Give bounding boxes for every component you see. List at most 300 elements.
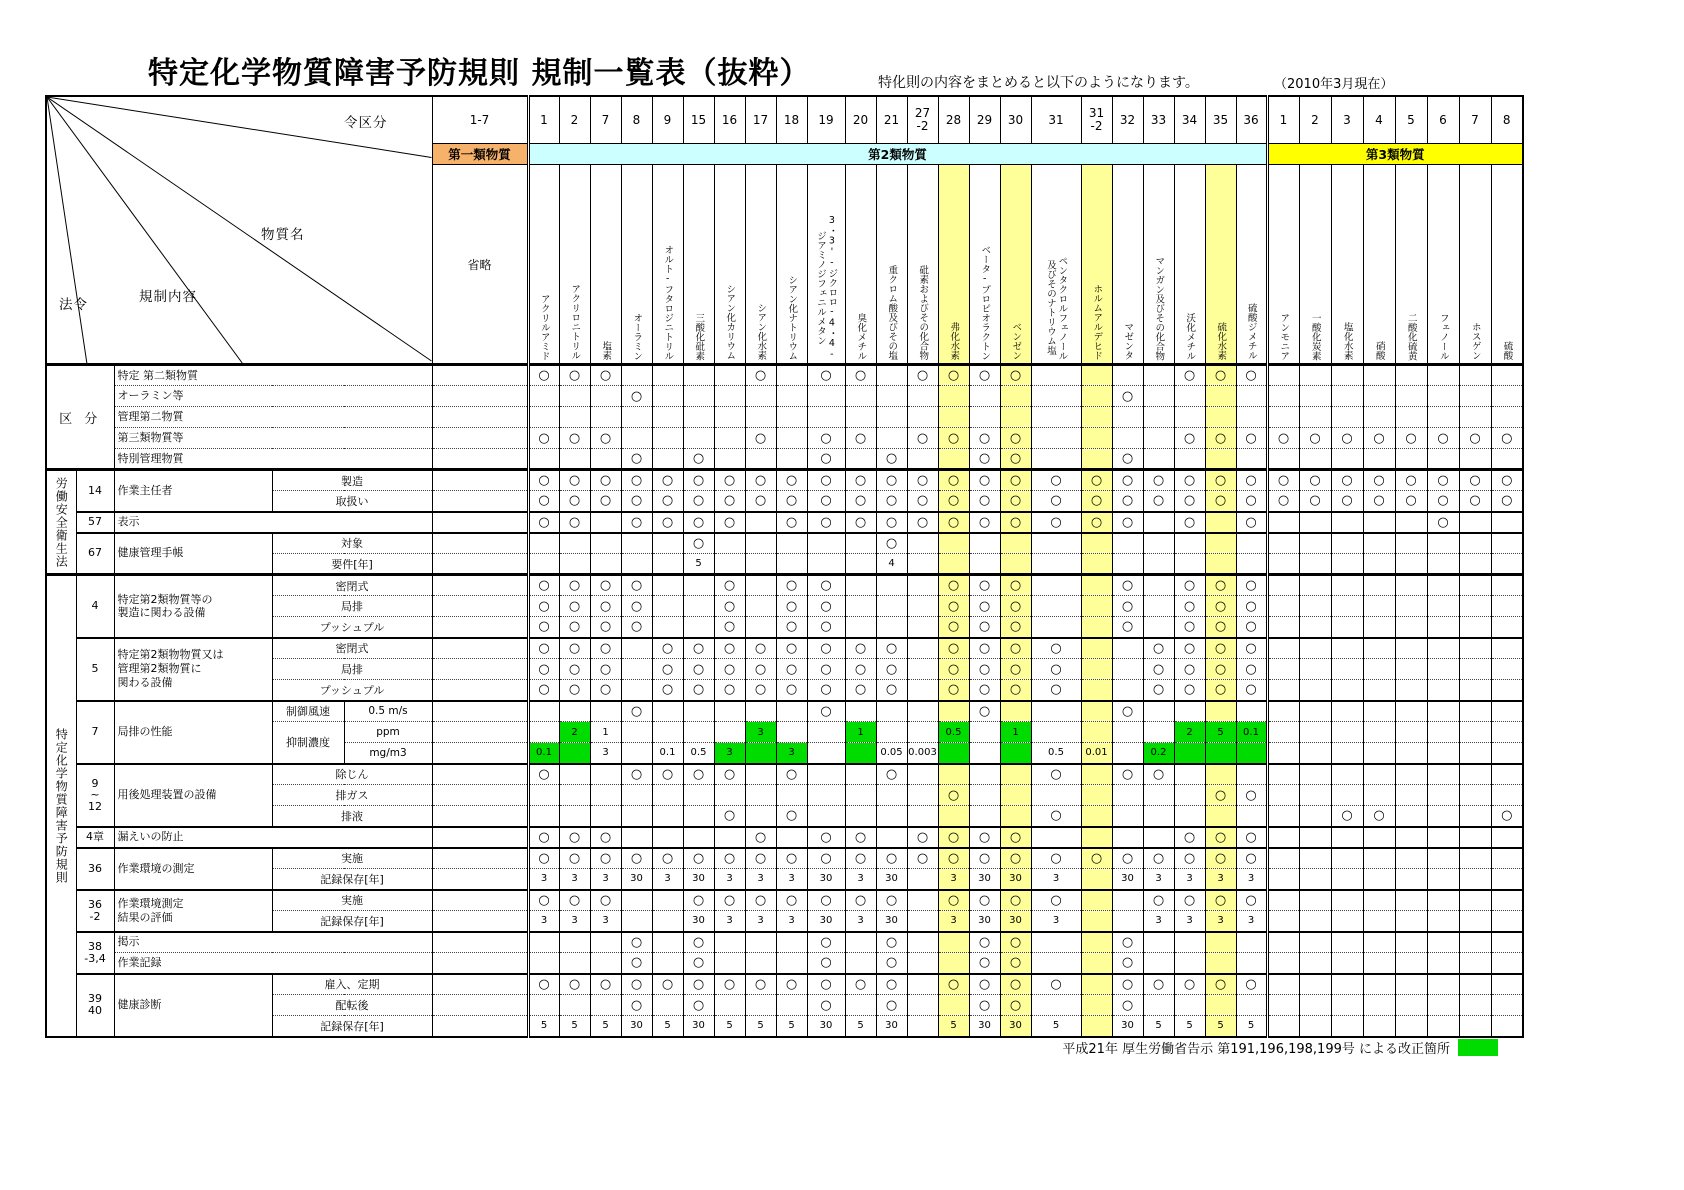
matrix-cell xyxy=(1112,365,1143,386)
matrix-cell xyxy=(1459,764,1491,785)
matrix-cell: ○ xyxy=(807,617,845,638)
matrix-cell xyxy=(683,407,714,428)
matrix-cell: ○ xyxy=(807,512,845,533)
matrix-cell: ○ xyxy=(1081,848,1112,869)
matrix-cell: ○ xyxy=(683,932,714,953)
matrix-cell xyxy=(876,617,907,638)
matrix-cell xyxy=(1081,722,1112,743)
matrix-cell: ○ xyxy=(1174,596,1205,617)
matrix-cell xyxy=(1395,722,1427,743)
matrix-cell: ○ xyxy=(652,470,683,491)
matrix-cell xyxy=(621,428,652,449)
matrix-cell xyxy=(1174,449,1205,470)
matrix-cell: 0.1 xyxy=(652,743,683,764)
matrix-cell xyxy=(845,785,876,806)
matrix-cell: ○ xyxy=(683,974,714,995)
substance-name xyxy=(1000,165,1031,365)
matrix-cell: ○ xyxy=(683,995,714,1016)
matrix-cell xyxy=(1267,512,1299,533)
matrix-cell: ○ xyxy=(876,680,907,701)
matrix-row xyxy=(46,953,1523,974)
matrix-cell xyxy=(745,953,776,974)
substance-name xyxy=(1395,165,1427,365)
matrix-cell xyxy=(1299,512,1331,533)
matrix-cell xyxy=(907,995,938,1016)
row-label: 管理第二物質 xyxy=(114,407,432,428)
matrix-cell xyxy=(1395,953,1427,974)
matrix-cell xyxy=(1459,743,1491,764)
matrix-cell: ○ xyxy=(907,827,938,848)
matrix-cell xyxy=(1299,953,1331,974)
matrix-cell xyxy=(1081,554,1112,575)
matrix-cell: ○ xyxy=(1236,659,1267,680)
matrix-cell: 5 xyxy=(1174,1016,1205,1037)
matrix-cell xyxy=(714,554,745,575)
matrix-cell: ○ xyxy=(969,617,1000,638)
matrix-cell: ○ xyxy=(1236,827,1267,848)
omitted-cell xyxy=(432,512,528,533)
matrix-cell xyxy=(1112,638,1143,659)
matrix-cell: ○ xyxy=(938,827,969,848)
matrix-cell xyxy=(938,932,969,953)
substance-name xyxy=(652,165,683,365)
matrix-cell xyxy=(1031,827,1081,848)
matrix-cell xyxy=(1459,575,1491,596)
matrix-cell xyxy=(745,932,776,953)
matrix-cell xyxy=(1459,827,1491,848)
matrix-cell xyxy=(1331,953,1363,974)
matrix-cell xyxy=(559,743,590,764)
matrix-cell xyxy=(1459,722,1491,743)
matrix-cell xyxy=(1267,722,1299,743)
matrix-cell: 3 xyxy=(559,911,590,932)
matrix-cell: 3 xyxy=(528,911,559,932)
omitted-cell xyxy=(432,680,528,701)
row-sublabel: プッシュプル xyxy=(272,617,432,638)
matrix-cell: ○ xyxy=(969,428,1000,449)
matrix-cell: ○ xyxy=(807,428,845,449)
matrix-cell: ○ xyxy=(1112,953,1143,974)
matrix-cell xyxy=(1299,932,1331,953)
matrix-cell: ○ xyxy=(876,974,907,995)
matrix-cell xyxy=(907,890,938,911)
matrix-cell: ○ xyxy=(714,638,745,659)
matrix-cell xyxy=(1427,785,1459,806)
substance-name-text: 臭化メチル xyxy=(855,312,867,360)
matrix-cell xyxy=(1395,701,1427,722)
matrix-cell: 30 xyxy=(969,1016,1000,1037)
matrix-cell xyxy=(845,617,876,638)
matrix-cell: ○ xyxy=(876,533,907,554)
matrix-cell xyxy=(1000,701,1031,722)
matrix-cell: ○ xyxy=(1031,974,1081,995)
matrix-cell xyxy=(1331,911,1363,932)
matrix-cell xyxy=(559,386,590,407)
matrix-cell: 30 xyxy=(969,869,1000,890)
matrix-cell xyxy=(1031,533,1081,554)
matrix-cell: ○ xyxy=(807,995,845,1016)
matrix-cell: ○ xyxy=(969,638,1000,659)
column-number: 2 xyxy=(559,96,590,144)
matrix-cell xyxy=(652,722,683,743)
matrix-cell: ○ xyxy=(807,680,845,701)
matrix-cell: ○ xyxy=(1112,449,1143,470)
matrix-cell xyxy=(1363,533,1395,554)
row-sublabel: 記録保存[年] xyxy=(272,911,432,932)
corner-label-substance: 物質名 xyxy=(261,227,305,243)
matrix-cell xyxy=(1112,680,1143,701)
matrix-cell: ○ xyxy=(528,512,559,533)
matrix-cell xyxy=(1459,365,1491,386)
matrix-cell: 3 xyxy=(776,869,807,890)
column-number: 32 xyxy=(1112,96,1143,144)
matrix-cell: 3 xyxy=(938,911,969,932)
matrix-cell: ○ xyxy=(652,848,683,869)
matrix-cell: ○ xyxy=(776,848,807,869)
matrix-cell xyxy=(1491,995,1523,1016)
matrix-cell xyxy=(1143,617,1174,638)
matrix-cell: ○ xyxy=(1174,848,1205,869)
matrix-row xyxy=(46,512,1523,533)
matrix-cell: 0.1 xyxy=(1236,722,1267,743)
matrix-cell: ○ xyxy=(621,701,652,722)
matrix-cell xyxy=(1112,785,1143,806)
matrix-cell xyxy=(1081,995,1112,1016)
matrix-cell xyxy=(1267,617,1299,638)
omitted-cell xyxy=(432,848,528,869)
matrix-cell xyxy=(845,932,876,953)
matrix-cell xyxy=(745,596,776,617)
matrix-cell xyxy=(1299,554,1331,575)
matrix-cell: 3 xyxy=(652,869,683,890)
matrix-cell: ○ xyxy=(714,617,745,638)
matrix-cell xyxy=(1081,365,1112,386)
row-label: 特定 第二類物質 xyxy=(114,365,432,386)
matrix-cell: ○ xyxy=(1363,806,1395,827)
matrix-cell: ○ xyxy=(969,932,1000,953)
matrix-cell: ○ xyxy=(590,638,621,659)
matrix-cell: ○ xyxy=(1031,848,1081,869)
matrix-cell: ○ xyxy=(1491,806,1523,827)
matrix-cell: ○ xyxy=(1299,491,1331,512)
column-number: 1 xyxy=(528,96,559,144)
matrix-cell xyxy=(652,449,683,470)
matrix-cell: ○ xyxy=(807,953,845,974)
matrix-cell xyxy=(1267,386,1299,407)
matrix-cell: ○ xyxy=(1174,512,1205,533)
matrix-cell: ○ xyxy=(528,575,559,596)
row-sublabel: 配転後 xyxy=(272,995,432,1016)
matrix-cell: ○ xyxy=(559,365,590,386)
matrix-cell xyxy=(1459,1016,1491,1037)
matrix-cell xyxy=(1174,407,1205,428)
row-sublabel: 要件[年] xyxy=(272,554,432,575)
column-number: 30 xyxy=(1000,96,1031,144)
matrix-cell: ○ xyxy=(1000,890,1031,911)
matrix-cell xyxy=(1081,974,1112,995)
matrix-cell: 5 xyxy=(1205,1016,1236,1037)
matrix-cell xyxy=(1267,701,1299,722)
matrix-cell xyxy=(1459,785,1491,806)
matrix-cell xyxy=(807,785,845,806)
matrix-cell xyxy=(1299,575,1331,596)
matrix-cell xyxy=(907,869,938,890)
matrix-cell: ○ xyxy=(528,638,559,659)
matrix-cell: 30 xyxy=(683,911,714,932)
substance-name xyxy=(1236,165,1267,365)
substance-name xyxy=(776,165,807,365)
matrix-cell xyxy=(590,512,621,533)
omitted-cell xyxy=(432,533,528,554)
matrix-cell xyxy=(1174,533,1205,554)
matrix-cell: 3 xyxy=(590,743,621,764)
matrix-cell xyxy=(1459,869,1491,890)
regulation-matrix-wrapper xyxy=(45,95,1524,1038)
regulation-matrix-table xyxy=(45,95,1524,1038)
matrix-cell xyxy=(876,827,907,848)
matrix-cell xyxy=(559,785,590,806)
matrix-cell: 3 xyxy=(745,911,776,932)
matrix-cell xyxy=(528,932,559,953)
matrix-cell: ○ xyxy=(776,974,807,995)
matrix-cell xyxy=(1299,848,1331,869)
matrix-cell: ○ xyxy=(528,491,559,512)
matrix-cell xyxy=(1491,974,1523,995)
matrix-cell: ○ xyxy=(590,575,621,596)
row-sublabel: 雇入、定期 xyxy=(272,974,432,995)
matrix-cell: ○ xyxy=(590,428,621,449)
matrix-cell xyxy=(745,512,776,533)
matrix-cell xyxy=(938,449,969,470)
matrix-cell xyxy=(938,533,969,554)
matrix-cell xyxy=(1081,428,1112,449)
matrix-cell: ○ xyxy=(938,512,969,533)
substance-name xyxy=(1205,165,1236,365)
substance-name xyxy=(938,165,969,365)
matrix-cell: ○ xyxy=(807,491,845,512)
matrix-row xyxy=(46,449,1523,470)
matrix-cell xyxy=(1331,407,1363,428)
matrix-cell: ○ xyxy=(590,848,621,869)
matrix-cell: ○ xyxy=(845,890,876,911)
matrix-cell xyxy=(907,533,938,554)
matrix-cell xyxy=(776,386,807,407)
matrix-cell: ○ xyxy=(807,470,845,491)
matrix-cell xyxy=(652,386,683,407)
matrix-cell xyxy=(1267,806,1299,827)
matrix-cell xyxy=(683,806,714,827)
matrix-cell xyxy=(1363,365,1395,386)
matrix-cell xyxy=(1491,596,1523,617)
matrix-cell xyxy=(621,659,652,680)
matrix-cell xyxy=(907,680,938,701)
matrix-cell: ○ xyxy=(621,848,652,869)
matrix-cell: ○ xyxy=(683,470,714,491)
matrix-cell: ○ xyxy=(938,470,969,491)
matrix-cell: ○ xyxy=(714,659,745,680)
revision-legend-swatch xyxy=(1458,1039,1498,1056)
matrix-cell: 0.003 xyxy=(907,743,938,764)
matrix-cell xyxy=(907,386,938,407)
matrix-cell xyxy=(590,932,621,953)
matrix-cell xyxy=(1363,974,1395,995)
matrix-cell xyxy=(876,386,907,407)
matrix-cell xyxy=(1205,743,1236,764)
corner-header xyxy=(46,96,432,365)
matrix-cell xyxy=(1143,575,1174,596)
matrix-cell: ○ xyxy=(1112,974,1143,995)
matrix-cell xyxy=(1459,659,1491,680)
matrix-cell xyxy=(652,785,683,806)
matrix-cell: ○ xyxy=(1205,470,1236,491)
matrix-cell xyxy=(845,743,876,764)
matrix-cell xyxy=(1363,554,1395,575)
column-number: 20 xyxy=(845,96,876,144)
substance-name xyxy=(1081,165,1112,365)
matrix-cell: ○ xyxy=(528,428,559,449)
matrix-cell: 3 xyxy=(1236,869,1267,890)
substance-name-text: 沃化メチル xyxy=(1184,312,1196,360)
matrix-cell xyxy=(745,785,776,806)
matrix-cell xyxy=(559,554,590,575)
article-number: 39 40 xyxy=(76,974,114,1037)
matrix-cell xyxy=(559,932,590,953)
matrix-cell xyxy=(1267,554,1299,575)
substance-name xyxy=(590,165,621,365)
matrix-cell xyxy=(1427,806,1459,827)
matrix-cell: ○ xyxy=(969,365,1000,386)
matrix-cell xyxy=(590,785,621,806)
matrix-cell: 0.5 xyxy=(938,722,969,743)
matrix-cell: 3 xyxy=(776,743,807,764)
column-number: 18 xyxy=(776,96,807,144)
substance-name xyxy=(1112,165,1143,365)
matrix-cell: 30 xyxy=(969,911,1000,932)
matrix-cell xyxy=(1331,638,1363,659)
matrix-cell: ○ xyxy=(907,365,938,386)
matrix-cell xyxy=(907,407,938,428)
matrix-cell xyxy=(1174,806,1205,827)
substance-name-text: アクリルアミド xyxy=(538,293,550,360)
matrix-cell: 30 xyxy=(807,911,845,932)
row-label: 漏えいの防止 xyxy=(114,827,432,848)
matrix-cell xyxy=(1363,932,1395,953)
matrix-cell: ○ xyxy=(1491,491,1523,512)
matrix-cell xyxy=(1459,701,1491,722)
matrix-cell xyxy=(559,806,590,827)
matrix-cell: ○ xyxy=(528,470,559,491)
matrix-cell xyxy=(1331,680,1363,701)
article-number: 36 -2 xyxy=(76,890,114,932)
matrix-cell xyxy=(1267,596,1299,617)
matrix-cell: 3 xyxy=(845,869,876,890)
matrix-cell xyxy=(1031,575,1081,596)
matrix-cell: ○ xyxy=(1459,428,1491,449)
matrix-cell: 5 xyxy=(745,1016,776,1037)
corner-label-law: 法令 xyxy=(59,297,88,313)
omitted-cell xyxy=(432,638,528,659)
omitted-cell xyxy=(432,617,528,638)
matrix-cell: 5 xyxy=(938,1016,969,1037)
matrix-cell xyxy=(1081,701,1112,722)
matrix-cell: ○ xyxy=(938,365,969,386)
matrix-cell xyxy=(1427,974,1459,995)
matrix-cell xyxy=(1363,701,1395,722)
matrix-cell: ○ xyxy=(1031,890,1081,911)
matrix-cell xyxy=(590,554,621,575)
category-class2: 第2類物質 xyxy=(528,144,1267,165)
row-label: オーラミン等 xyxy=(114,386,432,407)
matrix-cell: ○ xyxy=(714,470,745,491)
substance-name-text: アクリロニトリル xyxy=(569,284,581,360)
matrix-cell xyxy=(1299,533,1331,554)
matrix-cell xyxy=(907,785,938,806)
matrix-cell xyxy=(1205,995,1236,1016)
matrix-cell xyxy=(745,449,776,470)
matrix-cell: ○ xyxy=(1112,512,1143,533)
substance-name-text: 二酸化硫黄 xyxy=(1405,312,1417,360)
matrix-cell xyxy=(1236,995,1267,1016)
matrix-cell xyxy=(1459,953,1491,974)
substance-name-text: 一酸化炭素 xyxy=(1309,312,1321,360)
row-sublabel: 排液 xyxy=(272,806,432,827)
matrix-cell: ○ xyxy=(1174,575,1205,596)
matrix-cell xyxy=(1395,869,1427,890)
matrix-cell xyxy=(1395,848,1427,869)
matrix-cell xyxy=(1395,596,1427,617)
substance-name xyxy=(845,165,876,365)
matrix-cell: 1 xyxy=(590,722,621,743)
matrix-cell xyxy=(1299,596,1331,617)
matrix-cell xyxy=(590,386,621,407)
unit-label: 0.5 m/s xyxy=(344,701,432,722)
matrix-cell: ○ xyxy=(1000,575,1031,596)
matrix-cell: ○ xyxy=(590,659,621,680)
row-sublabel: 密閉式 xyxy=(272,638,432,659)
matrix-cell: ○ xyxy=(621,617,652,638)
matrix-row xyxy=(46,470,1523,491)
matrix-cell: 3 xyxy=(1143,869,1174,890)
matrix-cell xyxy=(1363,659,1395,680)
matrix-cell: ○ xyxy=(776,575,807,596)
matrix-cell xyxy=(845,386,876,407)
matrix-cell xyxy=(1143,386,1174,407)
matrix-cell: 3 xyxy=(1205,869,1236,890)
substance-name-text: フェノール xyxy=(1437,312,1449,360)
column-number: 3 xyxy=(1331,96,1363,144)
substance-name xyxy=(1491,165,1523,365)
matrix-cell xyxy=(876,575,907,596)
matrix-cell: ○ xyxy=(559,470,590,491)
matrix-cell xyxy=(652,890,683,911)
matrix-cell xyxy=(1459,554,1491,575)
matrix-cell: ○ xyxy=(1112,617,1143,638)
matrix-cell: ○ xyxy=(1174,659,1205,680)
matrix-cell: ○ xyxy=(714,764,745,785)
matrix-cell: ○ xyxy=(1205,890,1236,911)
matrix-cell xyxy=(559,953,590,974)
matrix-cell xyxy=(714,365,745,386)
matrix-cell: ○ xyxy=(590,974,621,995)
matrix-cell: ○ xyxy=(714,512,745,533)
matrix-cell: 3 xyxy=(938,869,969,890)
matrix-cell xyxy=(1459,974,1491,995)
matrix-cell xyxy=(1143,953,1174,974)
matrix-cell: 30 xyxy=(807,1016,845,1037)
matrix-cell xyxy=(1363,743,1395,764)
matrix-cell: ○ xyxy=(776,680,807,701)
matrix-cell xyxy=(969,533,1000,554)
